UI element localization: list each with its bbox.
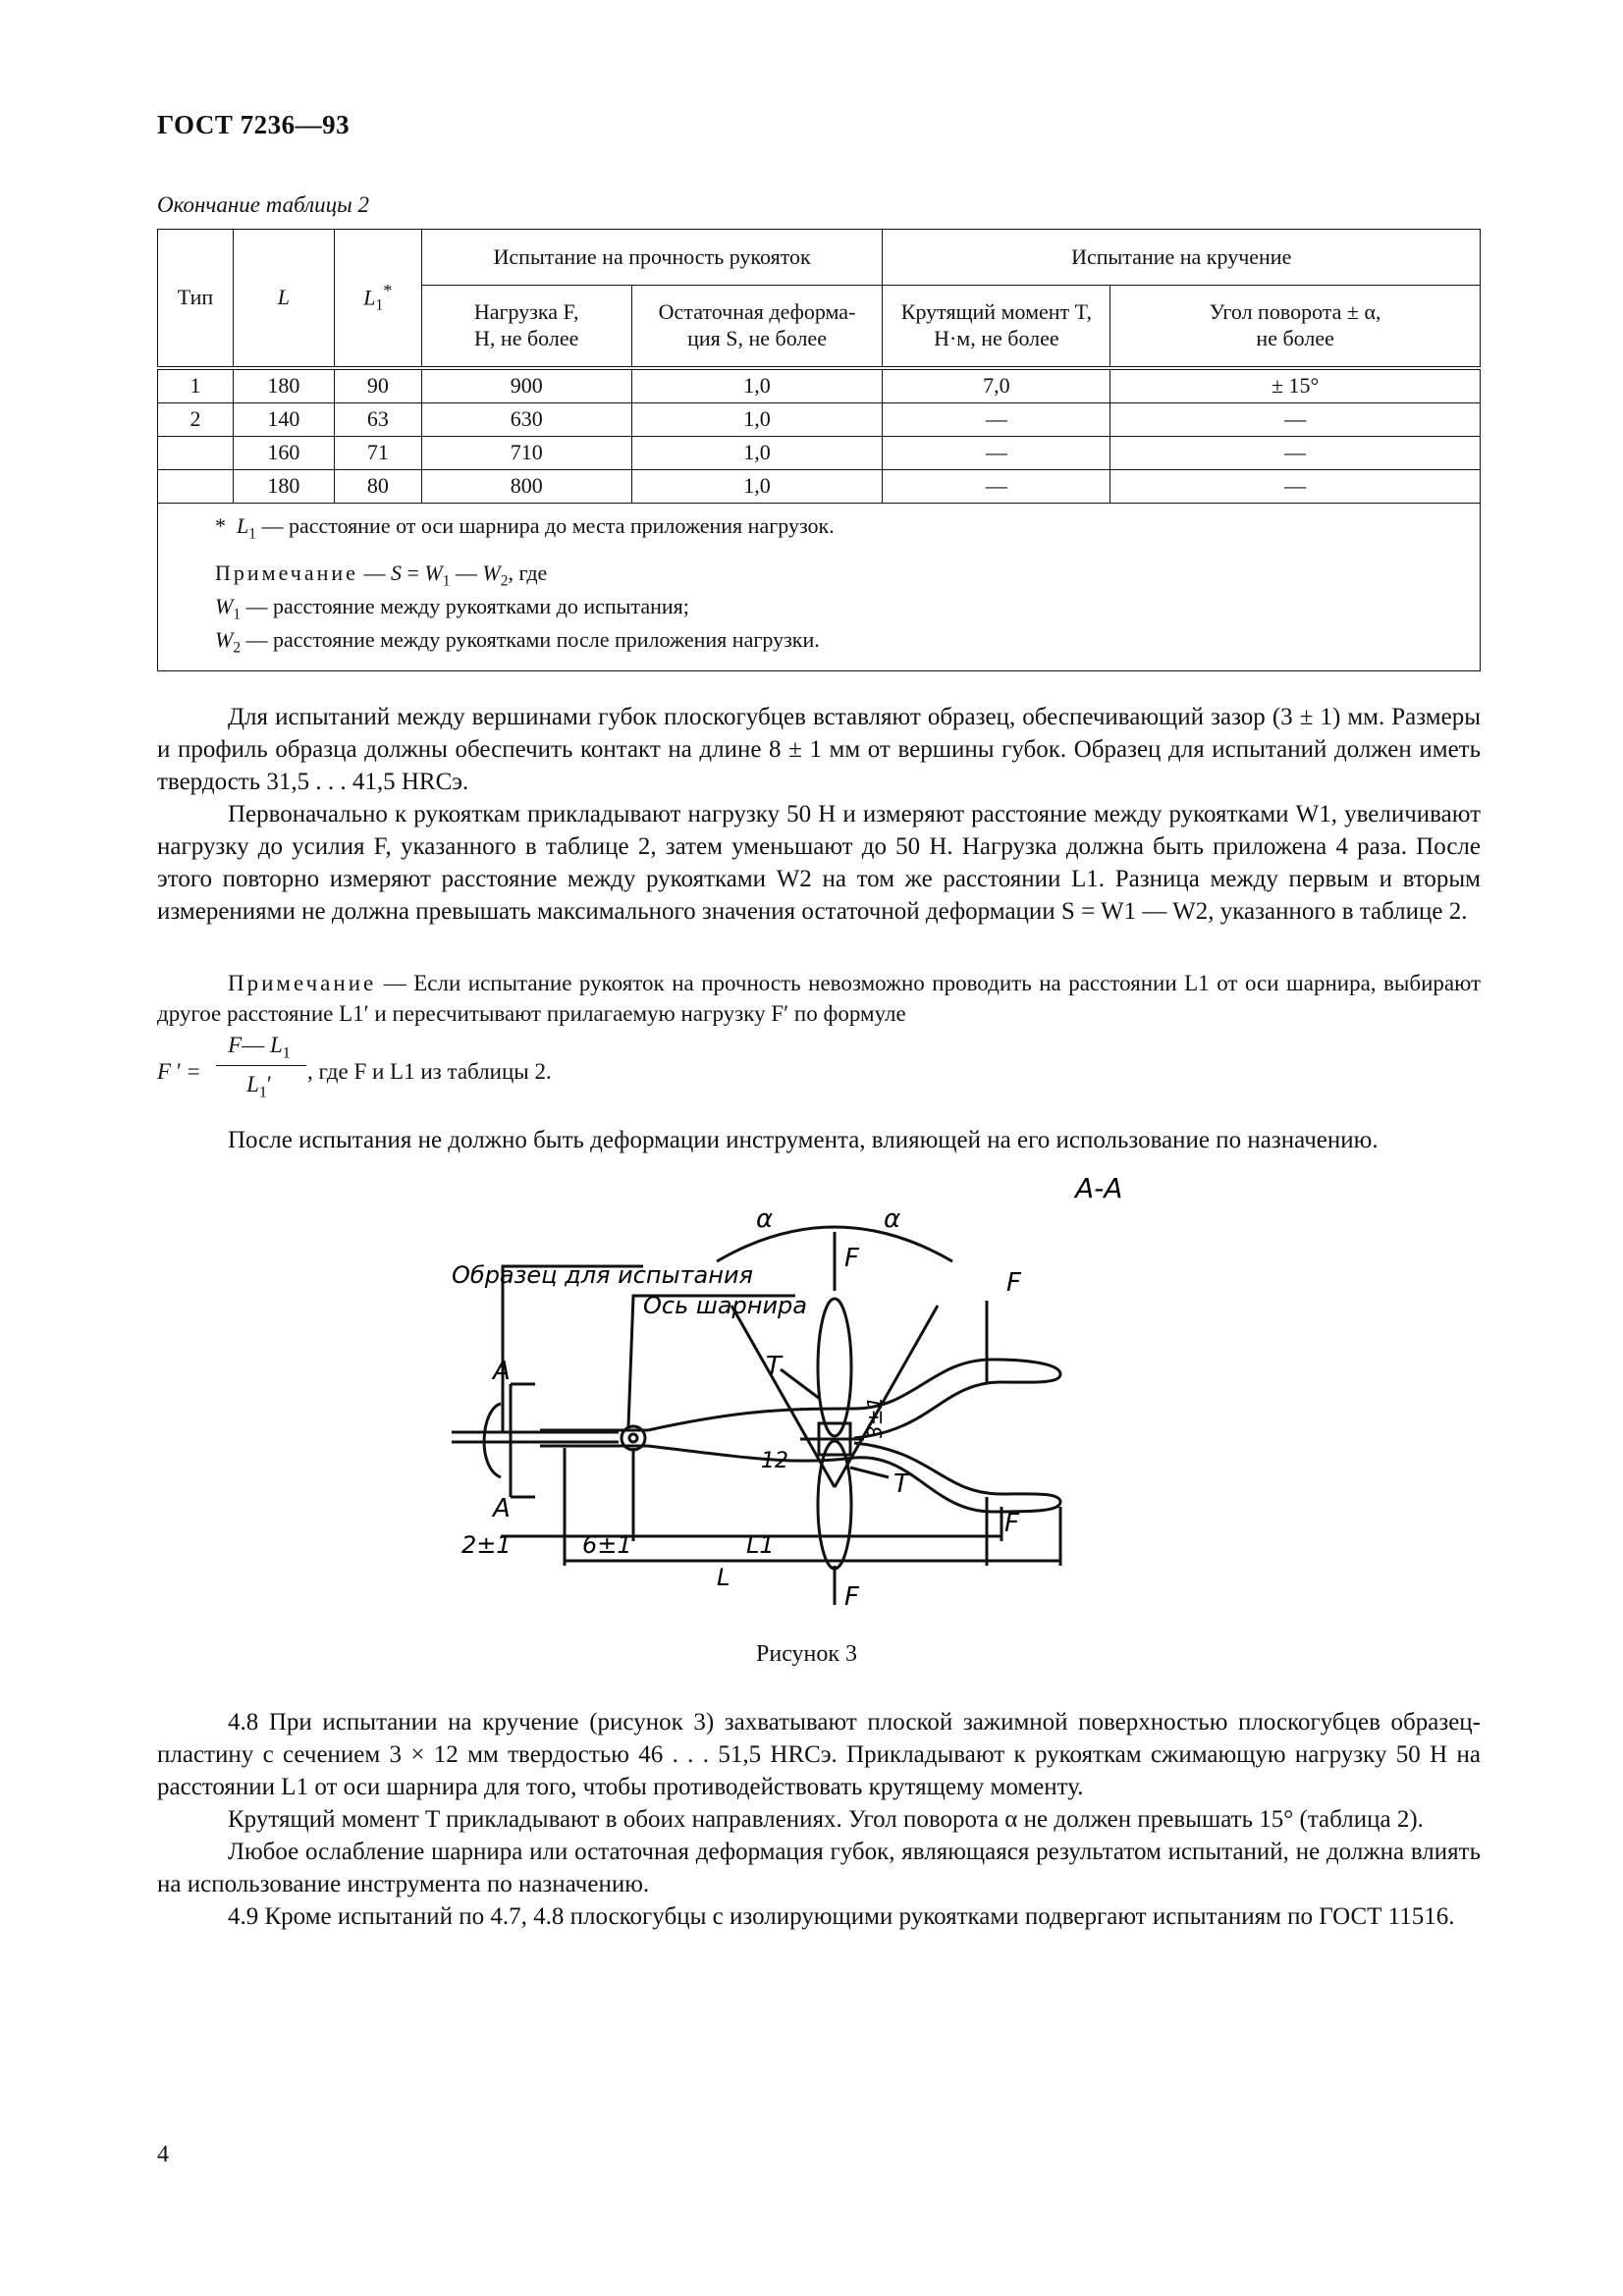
dim-L: L (717, 1564, 730, 1591)
label-section: А-А (1075, 1173, 1123, 1204)
label-F-top: F (1006, 1268, 1021, 1298)
header-residual: Остаточная деформа- ция S, не более (631, 286, 883, 368)
figure-caption: Рисунок 3 (756, 1641, 858, 1667)
dim-3: 3±1 (863, 1396, 887, 1438)
header-L1: $L_1^*$ (334, 230, 421, 368)
table-note-w1: $W_1$ — расстояние между рукоятками до испытания; (215, 593, 689, 623)
page-number: 4 (157, 2142, 169, 2167)
header-torque: Крутящий момент T, Н·м, не более (883, 286, 1110, 368)
label-sample: Образец для испытания (452, 1261, 753, 1289)
dim-L1: L1 (746, 1531, 775, 1559)
figure-3 (422, 1173, 1267, 1625)
dim-contact: 6±1 (582, 1531, 632, 1559)
header-type: Тип (158, 230, 234, 368)
label-axis: Ось шарнира (643, 1292, 807, 1319)
table-row: 1 180 90 900 1,0 7,0 ± 15° (158, 368, 1481, 403)
table-caption: Окончание таблицы 2 (157, 192, 369, 217)
upper-handle (648, 1360, 1060, 1438)
table-row: 160 71 710 1,0 — — (158, 436, 1481, 469)
label-F-section-top: F (844, 1244, 859, 1273)
paragraph: Первоначально к рукояткам прикладывают нагрузку 50 Н и измеряют расстояние между рукоятками W1, увеличивают нагрузку до усилия F, указанного в таблице 2, затем уменьшают до 50 Н. Нагрузка должна быть приложена 4 раза. После этого повторно измеряют расстояние между рукоятками W2 на том же расстоянии L1. Разница между первым и вторым измерениями не должна превышать максимального значения остаточной деформации S = W1 — W2, указанного в таблице 2. (157, 801, 1481, 925)
table-2 (157, 229, 1481, 671)
label-alpha-right: α (884, 1204, 901, 1234)
label-T-left: T (766, 1352, 782, 1381)
section-handle (818, 1299, 851, 1436)
paragraph: 4.9 Кроме испытаний по 4.7, 4.8 плоскогубцы с изолирующими рукоятками подвергают испытаниям по ГОСТ 11516. (228, 1903, 1455, 1930)
header-strength-group: Испытание на прочность рукояток (421, 230, 883, 286)
label-F-section-bottom: F (844, 1582, 859, 1612)
header-torsion-group: Испытание на кручение (883, 230, 1481, 286)
table-note: Примечание — $S = W_1$ — $W_2$, где (215, 560, 548, 590)
label-T-right: T (893, 1469, 909, 1499)
dim-12: 12 (761, 1449, 788, 1473)
dim-gap: 2±1 (461, 1531, 512, 1559)
paragraph: Крутящий момент T прикладывают в обоих направлениях. Угол поворота α не должен превышать 15° (таблица 2). (228, 1806, 1424, 1833)
table-note-w2: $W_2$ — расстояние между рукоятками после приложения нагрузки. (215, 627, 820, 657)
body-block-2 (157, 1124, 1481, 1156)
label-A-bottom: А (493, 1494, 511, 1523)
header-L: L (233, 230, 334, 368)
document-header: ГОСТ 7236—93 (157, 110, 351, 139)
table-footnote: * $L_1$ — расстояние от оси шарнира до места приложения нагрузок. (215, 512, 835, 542)
table-row: 180 80 800 1,0 — — (158, 469, 1481, 503)
paragraph: После испытания не должно быть деформации инструмента, влияющей на его использование по назначению. (228, 1127, 1379, 1153)
formula-note: Примечание — Если испытание рукояток на прочность невозможно проводить на расстоянии L1 от оси шарнира, выбирают другое расстояние L1′ и пересчитывают прилагаемую нагрузку F′ по формуле (157, 971, 1482, 1026)
body-block-1 (157, 701, 1481, 928)
paragraph: Любое ослабление шарнира или остаточная деформация губок, являющаяся результатом испытаний, не должна влиять на использование инструмента по назначению. (157, 1839, 1481, 1897)
body-block-3 (157, 1706, 1481, 1933)
paragraph: 4.8 При испытании на кручение (рисунок 3) захватывают плоской зажимной поверхностью плоскогубцев образец-пластину с сечением 3 × 12 мм твердостью 46 . . . 51,5 HRCэ. Прикладывают к рукояткам сжимающую нагрузку 50 Н на расстоянии L1 от оси шарнира для того, чтобы противодействовать крутящему моменту. (157, 1709, 1481, 1800)
label-F-bottom: F (1004, 1509, 1019, 1538)
paragraph: Для испытаний между вершинами губок плоскогубцев вставляют образец, обеспечивающий зазор (3 ± 1) мм. Размеры и профиль образца должны обеспечить контакт на длине 8 ± 1 мм от вершины губок. Образец для испытаний должен иметь твердость 31,5 . . . 41,5 HRCэ. (157, 704, 1481, 795)
label-alpha-left: α (756, 1204, 774, 1234)
label-A-top: А (493, 1357, 511, 1386)
table-row: 2 140 63 630 1,0 — — (158, 402, 1481, 436)
formula: F ′ = F— $L_1$ $L_1'$ , где F и L1 из таблицы 2. (157, 1033, 552, 1101)
header-load: Нагрузка F, Н, не более (421, 286, 631, 368)
table-notes (158, 503, 1481, 670)
header-angle: Угол поворота ± α, не более (1110, 286, 1481, 368)
